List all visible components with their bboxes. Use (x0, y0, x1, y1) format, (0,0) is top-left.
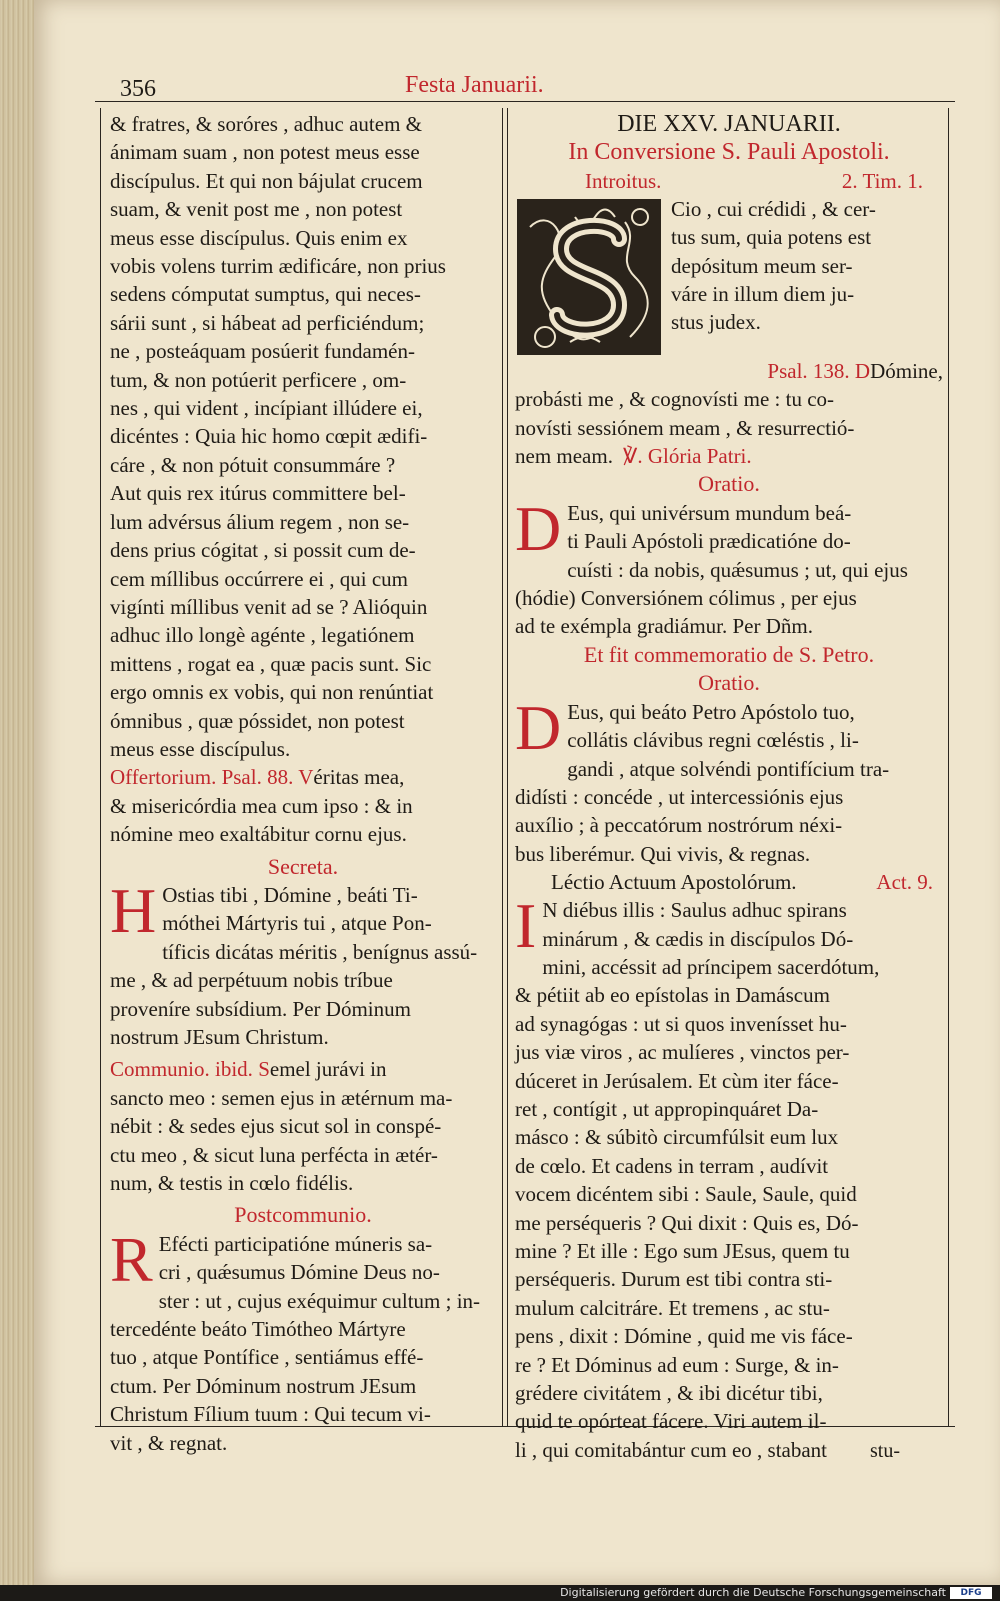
text-line: ctum. Per Dóminum nostrum JEsum (110, 1373, 417, 1398)
offertory-first-line: éritas mea, (313, 765, 405, 790)
communion-section (110, 1055, 496, 1197)
lectio-section (515, 890, 943, 1464)
right-column-rule (948, 108, 949, 1426)
communion-label: Communio. ibid. (110, 1057, 253, 1082)
text-line: li , qui comitabántur cum eo , stabant (515, 1437, 828, 1462)
lectio-label: Léctio Actuum Apostolórum. (551, 870, 797, 895)
text-line: meus esse discípulus. Quis enim ex (110, 225, 408, 250)
lectio-drop-initial: I (515, 890, 537, 962)
text-line: ret , contígit , ut appropinquáret Da- (515, 1096, 819, 1121)
text-line: ánimam suam , non potest meus esse (110, 140, 420, 165)
text-line: váre in illum diem ju- (671, 282, 855, 307)
center-rule-right (507, 108, 508, 1426)
text-line: Efécti participatióne múneris sa- (158, 1231, 433, 1256)
text-line: discípulus. Et qui non bájulat crucem (110, 168, 423, 193)
introit-header (515, 167, 943, 195)
offertory-section (110, 763, 496, 848)
text-line: sedens cómputat sumptus, qui neces- (110, 282, 421, 307)
oratio-title: Oratio. (698, 471, 760, 497)
text-line: Aut quis rex itúrus committere bel- (110, 481, 406, 506)
date-heading: DIE XXV. JANUARII. (617, 111, 841, 137)
text-line: de cœlo. Et cadens in terram , audívit (515, 1153, 829, 1178)
text-line (515, 442, 943, 470)
offertory-label: Offertorium. Psal. 88. (110, 765, 294, 790)
text-line: Christum Fílium tuum : Qui tecum vi- (110, 1402, 431, 1427)
lectio-header (515, 868, 943, 896)
text-line: ergo omnis ex vobis, qui non renúntiat (110, 680, 434, 705)
text-line: vocem dicéntem sibi : Saule, Saule, quid (515, 1182, 857, 1207)
text-line: ti Pauli Apóstoli prædicatióne do- (567, 529, 851, 554)
postcommunion-drop-initial: R (110, 1223, 153, 1295)
psalm-first-word: Dómine, (870, 358, 943, 383)
text-line: vobis volens turrim ædificáre, non prius (110, 254, 446, 279)
oratio-drop-initial: D (515, 492, 562, 564)
left-column (110, 110, 496, 1457)
commemoration-heading: Et fit commemoratio de S. Petro. (583, 641, 875, 667)
lectio-reference: Act. 9. (876, 870, 933, 895)
text-line: másco : & súbitò circumfúlsit eum lux (515, 1125, 839, 1150)
text-line: (hódie) Conversiónem cólimus , per ejus (515, 586, 857, 611)
oratio-text (515, 492, 943, 641)
text-line: me perséqueris ? Qui dixit : Quis es, Dó- (515, 1210, 859, 1235)
text-line: tus sum, quia potens est (671, 225, 872, 250)
text-line: novísti sessiónem meam , & resurrectió- (515, 415, 855, 440)
offertory-line: nómine meo exaltábitur cornu ejus. (110, 822, 407, 847)
text-line: N diébus illis : Saulus adhuc spirans (542, 898, 847, 923)
text-line: mittens , rogat ea , quæ pacis sunt. Sic (110, 651, 432, 676)
psalm-text (515, 385, 943, 470)
text-line: quid te opórteat fácere. Viri autem il- (515, 1409, 827, 1434)
text-line: dúceret in Jerúsalem. Et cùm iter fáce- (515, 1068, 839, 1093)
text-line: re ? Et Dóminus ad eum : Surge, & in- (515, 1352, 839, 1377)
text-line: perséqueris. Durum est tibi contra sti- (515, 1267, 833, 1292)
dfg-logo: DFG (950, 1587, 992, 1599)
secreta-section (110, 874, 496, 1051)
introit-label: Introitus. (585, 168, 662, 193)
text-line: bus liberémur. Qui vivis, & regnas. (515, 841, 811, 866)
text-line: pens , dixit : Dómine , quid me vis fáce- (515, 1324, 853, 1349)
text-line: mulum calcitráre. Et tremens , ac stu- (515, 1295, 830, 1320)
text-line: probásti me , & cognovísti me : tu co- (515, 387, 835, 412)
text-line: cuísti : da nobis, quǽsumus ; ut, qui ejus (567, 557, 908, 582)
text-line: Cio , cui crédidi , & cer- (671, 196, 876, 221)
top-rule (95, 101, 955, 102)
running-head: Festa Januarii. (405, 72, 544, 98)
secreta-title: Secreta. (267, 853, 339, 879)
text-line: jus viæ viros , ac mulíeres , vinctos per- (515, 1040, 850, 1065)
feast-title: In Conversione S. Pauli Apostoli. (568, 139, 890, 166)
text-line: gandi , atque solvéndi pontifícium tra- (567, 756, 890, 781)
secreta-drop-initial: H (110, 874, 157, 946)
text-line: didísti : concéde , ut intercessiónis ejus (515, 784, 844, 809)
text-line: mini, accéssit ad príncipem sacerdótum, (542, 954, 880, 979)
postcommunion-text (110, 1223, 496, 1457)
center-rule-left (502, 108, 503, 1426)
text-line: tum, & non potúerit perficere , om- (110, 367, 407, 392)
text-line: mine ? Et ille : Ego sum JEsus, quem tu (515, 1239, 850, 1263)
communion-first-line: emel jurávi in (269, 1057, 387, 1082)
text-line: ómnibus , quæ póssidet, non potest (110, 708, 405, 733)
text-line: tercedénte beáto Timótheo Mártyre (110, 1317, 406, 1342)
text-line: dicéntes : Quia hic homo cœpit ædifi- (110, 424, 428, 449)
text-line: ster : ut , cujus exéquimur cultum ; in- (158, 1288, 481, 1313)
versicle: ℣. Glória Patri. (622, 444, 752, 469)
introit-reference: 2. Tim. 1. (841, 168, 923, 193)
text-line: ctu meo , & sicut luna perfécta in ætér- (110, 1142, 438, 1167)
commemoration-drop-initial: D (515, 691, 562, 763)
text-line: grédere civitátem , & ibi dicétur tibi, (515, 1381, 823, 1406)
text-line: num, & testis in cœlo fidélis. (110, 1171, 354, 1196)
oratio-title: Oratio. (698, 670, 760, 696)
text-line: tíficis dicátas méritis , benígnus assú- (162, 939, 478, 964)
text-line: Eus, qui univérsum mundum beá- (567, 500, 852, 525)
text-line: cem míllibus occúrrere ei , qui cum (110, 566, 408, 591)
text-line: dens prius cógitat , si possit cum de- (110, 538, 416, 563)
postcommunion-title: Postcommunio. (234, 1202, 372, 1228)
text-line: nostrum JEsum Christum. (110, 1025, 329, 1049)
text-line: ad te exémpla gradiámur. Per Dñm. (515, 614, 813, 639)
text-line: nes , qui vident , incípiant illúdere ei, (110, 396, 423, 421)
footer-credit: Digitalisierung gefördert durch die Deutsche Forschungsgemeinschaft (560, 1586, 946, 1599)
text-line: sancto meo : semen ejus in ætérnum ma- (110, 1085, 453, 1110)
communion-initial: S (258, 1057, 270, 1082)
text-line: Ostias tibi , Dómine , beáti Ti- (162, 882, 418, 907)
text-line: vigínti míllibus venit ad se ? Alióquin (110, 594, 428, 619)
secreta-text (110, 874, 496, 1051)
text-line: me , & ad perpétuum nobis tríbue (110, 968, 393, 993)
gospel-continuation (110, 110, 496, 763)
text-line: minárum , & cædis in discípulos Dó- (542, 926, 854, 951)
postcommunion-section (110, 1223, 496, 1457)
text-line-content: nem meam. (515, 444, 613, 469)
left-column-rule (100, 108, 101, 1426)
text-line: collátis clávibus regni cœléstis , li- (567, 728, 859, 753)
text-line: lum advérsus álium regem , non se- (110, 509, 410, 534)
text-line: & fratres, & soróres , adhuc autem & (110, 112, 422, 136)
oratio-section (515, 492, 943, 641)
text-line: & pétiit ab eo epístolas in Damáscum (515, 983, 830, 1008)
communion-text (110, 1084, 496, 1198)
text-line: cáre , & non pótuit consummáre ? (110, 452, 396, 477)
lectio-text (515, 890, 943, 1464)
page-number: 356 (120, 76, 156, 102)
text-line: cri , quǽsumus Dómine Deus no- (158, 1260, 440, 1285)
ornamental-initial-s-icon (515, 197, 663, 357)
right-column (515, 110, 943, 1464)
text-line: ne , posteáquam posúerit fundamén- (110, 339, 415, 364)
text-line: meus esse discípulus. (110, 736, 291, 761)
text-line: Eus, qui beáto Petro Apóstolo tuo, (567, 699, 855, 724)
psalm-initial: D (854, 358, 871, 383)
introit-section (515, 195, 943, 357)
psalm-label: Psal. 138. (767, 358, 850, 383)
catchword: stu- (870, 1440, 900, 1462)
text-line: nébit : & sedes ejus sicut sol in conspé- (110, 1114, 442, 1139)
commemoration-oratio-section (515, 691, 943, 868)
commemoration-oratio-text (515, 691, 943, 868)
text-line: proveníre subsídium. Per Dóminum (110, 996, 411, 1021)
psalm-section (515, 357, 943, 471)
offertory-initial: V (298, 765, 314, 790)
text-line: suam, & venit post me , non potest (110, 197, 403, 222)
offertory-line: & misericórdia mea cum ipso : & in (110, 793, 413, 818)
text-line: depósitum meum ser- (671, 253, 853, 278)
text-line: sárii sunt , si hábeat ad perficiéndum; (110, 310, 425, 335)
text-line: ad synagógas : ut si quos invenísset hu- (515, 1011, 847, 1036)
text-line: tuo , atque Pontífice , sentiámus effé- (110, 1345, 424, 1370)
text-line: vit , & regnat. (110, 1430, 228, 1455)
text-line: auxílio ; à peccatórum nostrórum néxi- (515, 813, 843, 838)
text-line: móthei Mártyris tui , atque Pon- (162, 911, 432, 936)
text-line: adhuc illo longè agénte , legatiónem (110, 623, 415, 648)
text-line: stus judex. (671, 310, 761, 335)
